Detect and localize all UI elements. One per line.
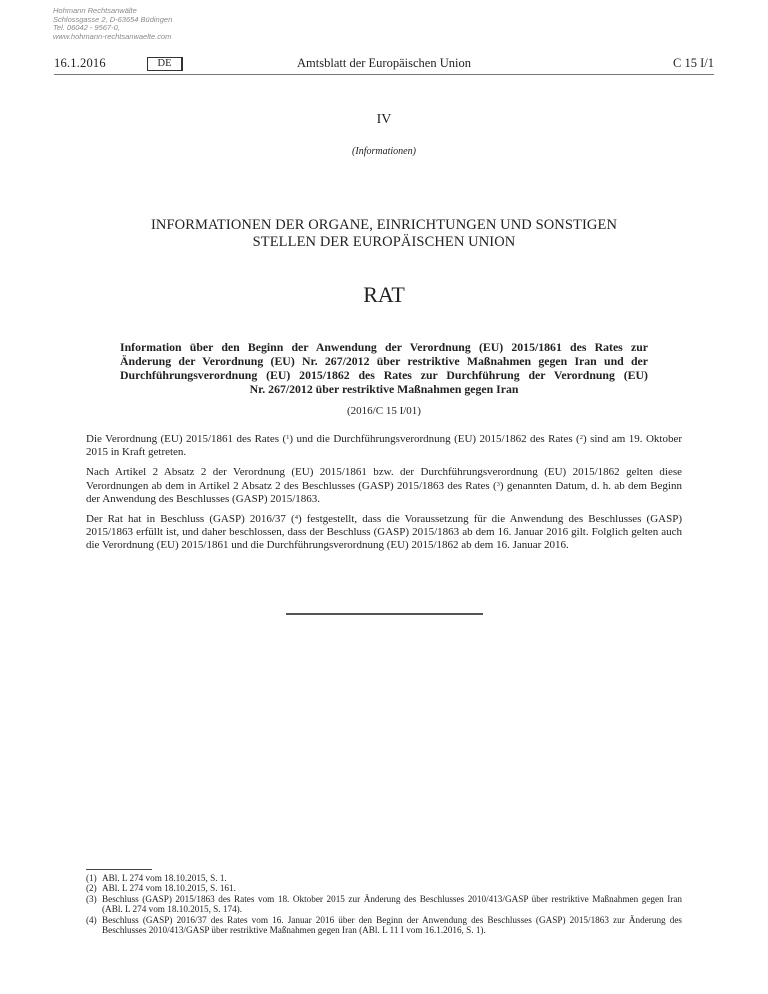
- language-badge: DE: [147, 57, 183, 71]
- paragraph-text: Der Rat hat in Beschluss (GASP) 2016/37: [86, 513, 292, 526]
- section-heading-line: STELLEN DER EUROPÄISCHEN UNION: [252, 233, 516, 250]
- page-reference: C 15 I/1: [673, 56, 714, 70]
- footnotes: [86, 873, 682, 935]
- page-header: [54, 54, 714, 75]
- paragraph-text: Nach Artikel 2 Absatz 2 der Verordnung (EU) 2015/1861 bzw. der Durchführungsverordnung (EU) 2015/1862 gelten diese Verordnungen ab dem in Artikel 2 Absatz 2 des Beschlusses (GASP) 2015/1863 des Rates: [86, 466, 682, 492]
- footnote-ref[interactable]: 4: [294, 514, 298, 522]
- stamp-line: www.hohmann-rechtsanwaelte.com: [53, 31, 172, 41]
- title-line: Änderung der Verordnung (EU) Nr. 267/2012 über restriktive Maßnahmen gegen Iran und der: [120, 354, 648, 368]
- paragraph-text: und die Durchführungsverordnung (EU) 2015/1862 des Rates: [293, 433, 577, 445]
- paragraph: Nach Artikel 2 Absatz 2 der Verordnung (EU) 2015/1861 bzw. der Durchführungsverordnung (EU) 2015/1862 gelten diese Verordnungen ab dem in Artikel 2 Absatz 2 des Beschlusses (GASP) 2015/1863 des Rates ($^3$) genannten Datum, d. h. ab dem Beginn der Anwendung des Beschlusses (GASP) 2015/1863.: [86, 466, 682, 505]
- stamp-line: Hohmann Rechtsanwälte: [53, 6, 137, 15]
- title-line: Information über den Beginn der Anwendung der Verordnung (EU) 2015/1861 des Rates zur: [120, 340, 648, 354]
- paragraph-text: genannten Datum, d. h. ab dem Beginn der Anwendung des Beschlusses (GASP) 2015/1863.: [86, 479, 682, 505]
- footnote: [86, 894, 682, 915]
- publication-date: 16.1.2016: [54, 56, 106, 70]
- stamp-line: Schlossgasse 2, D-63654 Büdingen: [53, 14, 173, 24]
- footnote-mark: (3): [86, 893, 97, 904]
- part-number: IV: [376, 112, 392, 127]
- footnote-mark: (1): [86, 873, 97, 883]
- footnote-text: Beschluss (GASP) 2015/1863 des Rates vom 18. Oktober 2015 zur Änderung des Beschlusses 2010/413/GASP über restriktive Maßnahmen gegen Iran (ABl. L 274 vom 18.10.2015, S. 174).: [102, 893, 682, 915]
- footnote-text: ABl. L 274 vom 18.10.2015, S. 161.: [102, 883, 236, 894]
- part-subtitle: (Informationen): [352, 146, 416, 157]
- footnote-text: ABl. L 274 vom 18.10.2015, S. 1.: [102, 873, 227, 883]
- institution-heading: RAT: [363, 282, 405, 307]
- paragraph-text: festgestellt, dass die Voraussetzung für die Anwendung des Beschlusses (GASP) 2015/1863 erfüllt ist, und daher beschlossen, dass der Beschluss (GASP) 2015/1863 ab dem 16. Januar 2016 gilt. Folglich gelten auch die Verordnung (EU) 2015/1861 und die Durchführungsverordnung (EU) 2015/1862 ab dem 16. Januar 2016.: [86, 513, 682, 552]
- footnote: [86, 883, 682, 893]
- footnote-ref[interactable]: 2: [579, 434, 583, 441]
- footnote-ref[interactable]: 1: [286, 434, 290, 441]
- paragraph: Der Rat hat in Beschluss (GASP) 2016/37 ($^4$) festgestellt, dass die Voraussetzung für die Anwendung des Beschlusses (GASP) 2015/1863 erfüllt ist, und daher beschlossen, dass der Beschluss (GASP) 2015/1863 ab dem 16. Januar 2016 gilt. Folglich gelten auch die Verordnung (EU) 2015/1861 und die Durchführungsverordnung (EU) 2015/1862 ab dem 16. Januar 2016.: [86, 513, 682, 552]
- end-of-text-divider: [286, 613, 483, 615]
- stamp-line: Tel. 06042 - 9567-0,: [53, 23, 120, 33]
- title-line: Durchführungsverordnung (EU) 2015/1862 des Rates zur Durchführung der Verordnung (EU): [120, 368, 648, 382]
- footnote: [86, 873, 682, 883]
- law-firm-stamp: [53, 7, 172, 41]
- footnote-mark: (2): [86, 883, 97, 894]
- footnote-ref[interactable]: 3: [496, 480, 500, 488]
- document-title: [120, 340, 648, 396]
- footnote: [86, 915, 682, 936]
- footnote-divider: [86, 869, 152, 870]
- footnote-text: Beschluss (GASP) 2016/37 des Rates vom 16. Januar 2016 über den Beginn der Anwendung des Beschlusses (GASP) 2015/1863 zur Änderung des Beschlusses 2010/413/GASP über restriktive Maßnahmen gegen Iran (ABl. L 11 I vom 16.1.2016, S. 1).: [102, 914, 682, 936]
- document-reference: (2016/C 15 I/01): [347, 405, 421, 417]
- document-body: [86, 433, 682, 560]
- paragraph-text: Die Verordnung (EU) 2015/1861 des Rates: [86, 433, 283, 445]
- paragraph-text: sind am 19. Oktober 2015 in Kraft getreten.: [86, 433, 683, 459]
- footnote-mark: (4): [86, 914, 97, 925]
- journal-title: Amtsblatt der Europäischen Union: [297, 56, 471, 70]
- section-heading: [0, 217, 768, 250]
- paragraph: Die Verordnung (EU) 2015/1861 des Rates ($^1$) und die Durchführungsverordnung (EU) 2015/1862 des Rates ($^2$) sind am 19. Oktober 2015 in Kraft getreten.: [86, 433, 683, 459]
- title-line: Nr. 267/2012 über restriktive Maßnahmen gegen Iran: [249, 382, 519, 396]
- section-heading-line: INFORMATIONEN DER ORGANE, EINRICHTUNGEN UND SONSTIGEN: [150, 217, 618, 233]
